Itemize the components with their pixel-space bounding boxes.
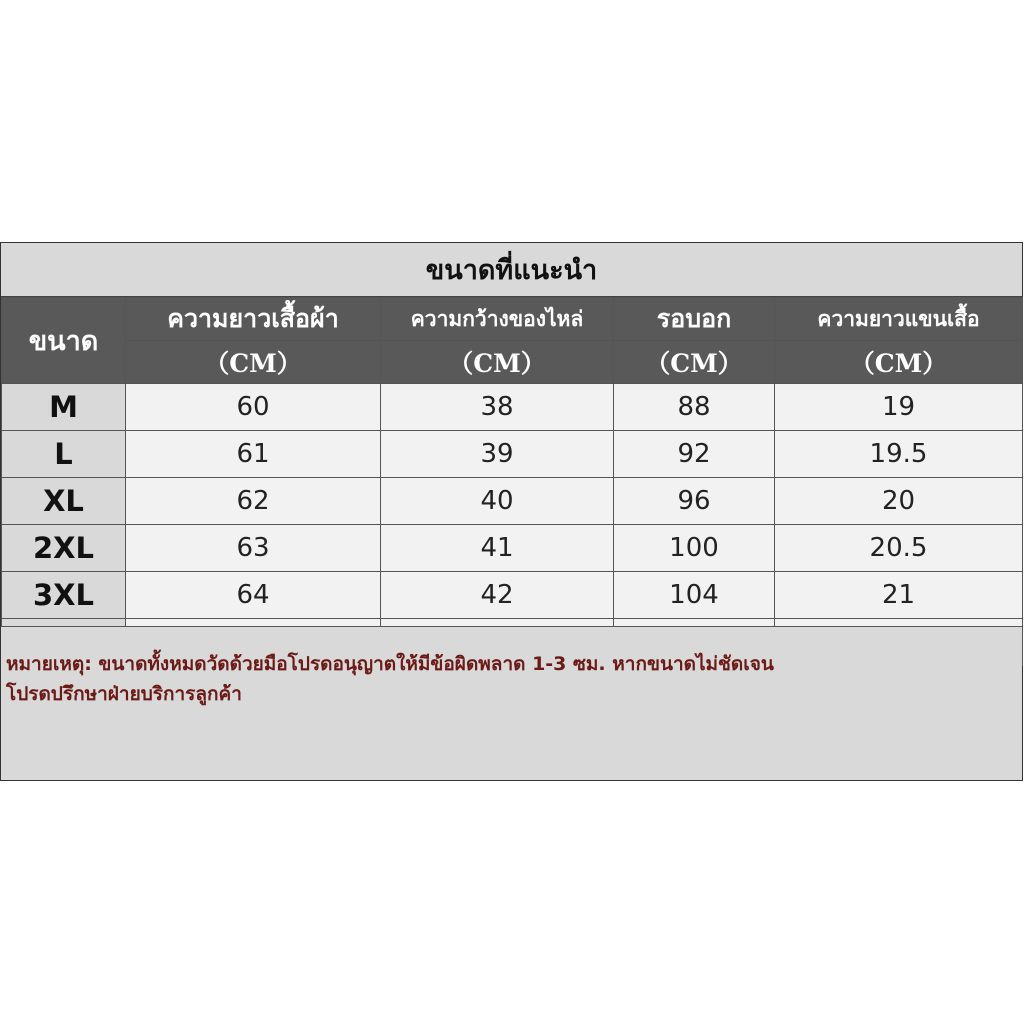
column-header-sleeve: ความยาวแขนเสื้อ <box>775 298 1023 341</box>
table-row <box>2 525 1023 572</box>
cell-chest: 100 <box>614 525 775 572</box>
cell-sleeve: 20.5 <box>775 525 1023 572</box>
cell-length: 60 <box>126 384 381 431</box>
column-header-chest: รอบอก <box>614 298 775 341</box>
cell-length: 63 <box>126 525 381 572</box>
size-label: 3XL <box>2 572 126 619</box>
unit-sleeve: （CM） <box>775 341 1023 384</box>
table-row <box>2 572 1023 619</box>
unit-shoulder: （CM） <box>381 341 614 384</box>
size-label: 2XL <box>2 525 126 572</box>
cell-chest: 88 <box>614 384 775 431</box>
size-column-header: ขนาด <box>2 298 126 384</box>
cell-sleeve: 20 <box>775 478 1023 525</box>
note-line-2: โปรดปรึกษาฝ่ายบริการลูกค้า <box>6 683 242 705</box>
cell-sleeve: 19.5 <box>775 431 1023 478</box>
size-label: XL <box>2 478 126 525</box>
cell-length: 64 <box>126 572 381 619</box>
cell-shoulder: 38 <box>381 384 614 431</box>
cell-shoulder: 42 <box>381 572 614 619</box>
cell-chest: 96 <box>614 478 775 525</box>
cell-shoulder: 41 <box>381 525 614 572</box>
cell-length: 61 <box>126 431 381 478</box>
size-table <box>1 297 1023 666</box>
table-row <box>2 384 1023 431</box>
cell-sleeve: 21 <box>775 572 1023 619</box>
column-header-shoulder: ความกว้างของไหล่ <box>381 298 614 341</box>
unit-length: （CM） <box>126 341 381 384</box>
cell-shoulder: 40 <box>381 478 614 525</box>
unit-row <box>2 341 1023 384</box>
unit-chest: （CM） <box>614 341 775 384</box>
cell-shoulder: 39 <box>381 431 614 478</box>
note-line-1: หมายเหตุ: ขนาดทั้งหมดวัดด้วยมือโปรดอนุญาตให้มีข้อผิดพลาด 1-3 ซม. หากขนาดไม่ชัดเจน <box>6 653 774 675</box>
chart-title: ขนาดที่แนะนำ <box>1 243 1022 297</box>
size-label: L <box>2 431 126 478</box>
size-chart <box>0 242 1023 781</box>
table-row <box>2 478 1023 525</box>
cell-sleeve: 19 <box>775 384 1023 431</box>
table-row <box>2 431 1023 478</box>
cell-chest: 104 <box>614 572 775 619</box>
cell-chest: 92 <box>614 431 775 478</box>
cell-length: 62 <box>126 478 381 525</box>
size-label: M <box>2 384 126 431</box>
note-box <box>1 626 1022 780</box>
header-row <box>2 298 1023 341</box>
column-header-length: ความยาวเสื้อผ้า <box>126 298 381 341</box>
